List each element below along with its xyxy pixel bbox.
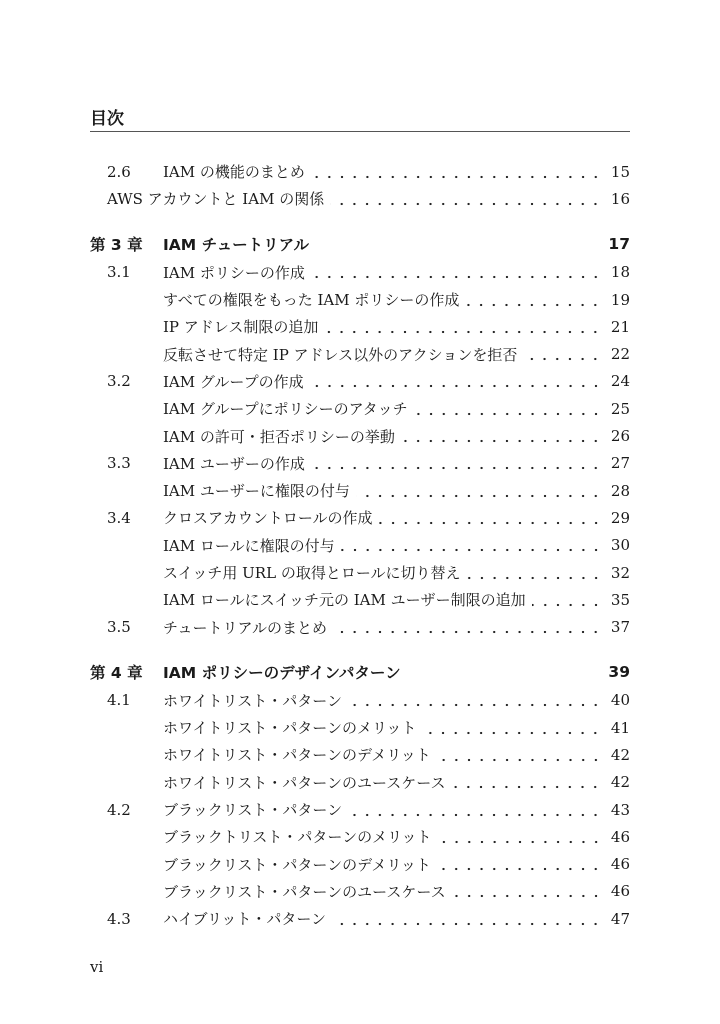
dot-leader [330,192,602,206]
toc-entry[interactable] [90,613,630,640]
entry-title: ホワイトリスト・パターン [163,691,342,710]
entry-page: 22 [610,345,630,364]
entry-page: 46 [610,882,630,901]
toc-entry[interactable] [90,395,630,422]
entry-title: IAM ポリシーのデザインパターン [163,664,401,683]
dot-leader [401,429,602,443]
entry-page: 26 [610,427,630,446]
entry-title: IAM チュートリアル [163,236,309,255]
dot-leader [348,803,602,817]
entry-title: IAM ユーザーに権限の付与 [163,482,350,501]
entry-number: 4.1 [107,691,131,710]
entry-page: 30 [610,536,630,555]
entry-title: IAM ロールにスイッチ元の IAM ユーザー制限の追加 [163,591,526,610]
entry-page: 47 [610,909,630,928]
toc-entry[interactable] [90,878,630,905]
entry-page: 24 [610,372,630,391]
toc-entry[interactable] [90,687,630,714]
entry-title: IP アドレス制限の追加 [163,318,319,337]
entry-page: 46 [610,827,630,846]
entry-title: ブラックトリスト・パターンのメリット [163,828,432,847]
entry-page: 18 [610,263,630,282]
toc-entry[interactable] [90,368,630,395]
toc-entry[interactable] [90,286,630,313]
dot-leader [414,402,602,416]
dot-leader [422,721,602,735]
entry-page: 16 [610,189,630,208]
toc-chapter-entry[interactable] [90,230,630,259]
entry-title: ブラックリスト・パターンのユースケース [163,882,446,901]
page-number: vi [90,958,104,976]
entry-title: ホワイトリスト・パターンのユースケース [163,773,446,792]
toc-entry[interactable] [90,905,630,932]
dot-leader [437,857,602,871]
entry-page: 41 [610,718,630,737]
dot-leader [379,511,602,525]
toc-entry[interactable] [90,851,630,878]
dot-leader [452,884,602,898]
entry-page: 32 [610,563,630,582]
entry-number: 4.3 [107,909,131,928]
entry-title: IAM の機能のまとめ [163,163,305,182]
entry-title: ブラックリスト・パターン [163,801,343,820]
dot-leader [467,566,602,580]
toc-entry[interactable] [90,158,630,185]
entry-page: 21 [610,317,630,336]
entry-number: 3.4 [107,508,131,527]
toc-entry[interactable] [90,532,630,559]
entry-page: 28 [610,481,630,500]
entry-page: 27 [610,454,630,473]
heading-rule [90,131,630,132]
entry-title: スイッチ用 URL の取得とロールに切り替え [163,564,461,582]
dot-leader [523,347,602,361]
entry-page: 15 [610,162,630,181]
dot-leader [324,320,602,334]
entry-page: 29 [610,508,630,527]
entry-title: すべての権限をもった IAM ポリシーの作成 [163,291,460,310]
dot-leader [311,165,602,179]
entry-title: ホワイトリスト・パターンのメリット [163,719,417,738]
toc-entry[interactable] [90,714,630,741]
entry-title: AWS アカウントと IAM の関係 [107,190,325,209]
entry-page: 19 [610,290,630,309]
entry-number: 3.1 [107,263,131,282]
entry-page: 17 [608,235,630,254]
entry-page: 42 [610,773,630,792]
toc-entry[interactable] [90,477,630,504]
dot-leader [437,748,602,762]
dot-leader [532,593,602,607]
entry-page: 37 [610,618,630,637]
dot-leader [451,775,602,789]
entry-title: IAM グループの作成 [163,372,304,391]
entry-title: IAM ロールに権限の付与 [163,536,335,555]
entry-title: 反転させて特定 IP アドレス以外のアクションを拒否 [163,345,518,364]
entry-title: ブラックリスト・パターンのデメリット [163,855,431,874]
toc-entry[interactable] [90,559,630,586]
toc-entry[interactable] [90,313,630,340]
page-heading: 目次 [90,109,124,129]
entry-title: IAM ユーザーの作成 [163,454,305,473]
dot-leader [438,830,602,844]
toc-entry[interactable] [90,340,630,367]
toc-entry[interactable] [90,586,630,613]
entry-title: チュートリアルのまとめ [163,618,327,637]
entry-title: IAM ポリシーの作成 [163,263,305,282]
dot-leader [356,484,602,498]
entry-number: 3.3 [107,454,131,473]
entry-number: 3.5 [107,618,131,637]
entry-title: ハイブリット・パターン [163,910,327,929]
dot-leader [332,912,602,926]
entry-title: IAM の許可・拒否ポリシーの挙動 [163,427,395,446]
entry-number: 2.6 [107,162,131,181]
entry-title: IAM グループにポリシーのアタッチ [163,400,408,419]
toc-chapter-entry[interactable] [90,658,630,687]
entry-page: 40 [610,691,630,710]
toc-entry[interactable] [90,259,630,286]
table-of-contents [90,158,630,932]
toc-entry[interactable] [90,504,630,531]
entry-title: ホワイトリスト・パターンのデメリット [163,746,431,765]
entry-page: 43 [610,800,630,819]
dot-leader [310,374,602,388]
entry-number: 第 4 章 [90,664,143,683]
entry-page: 35 [610,590,630,609]
dot-leader [465,293,602,307]
entry-title: クロスアカウントロールの作成 [163,509,373,528]
entry-page: 46 [610,855,630,874]
entry-number: 4.2 [107,800,131,819]
dot-leader [311,265,602,279]
toc-entry[interactable] [90,769,630,796]
toc-entry[interactable] [90,422,630,449]
dot-leader [311,456,602,470]
dot-leader [348,693,602,707]
toc-entry[interactable] [90,185,630,212]
dot-leader [341,538,602,552]
toc-entry[interactable] [90,823,630,850]
entry-number: 第 3 章 [90,236,143,255]
toc-entry[interactable] [90,450,630,477]
toc-entry[interactable] [90,741,630,768]
entry-page: 39 [608,663,630,682]
entry-number: 3.2 [107,372,131,391]
dot-leader [333,620,602,634]
toc-entry[interactable] [90,796,630,823]
entry-page: 25 [610,399,630,418]
entry-page: 42 [610,745,630,764]
